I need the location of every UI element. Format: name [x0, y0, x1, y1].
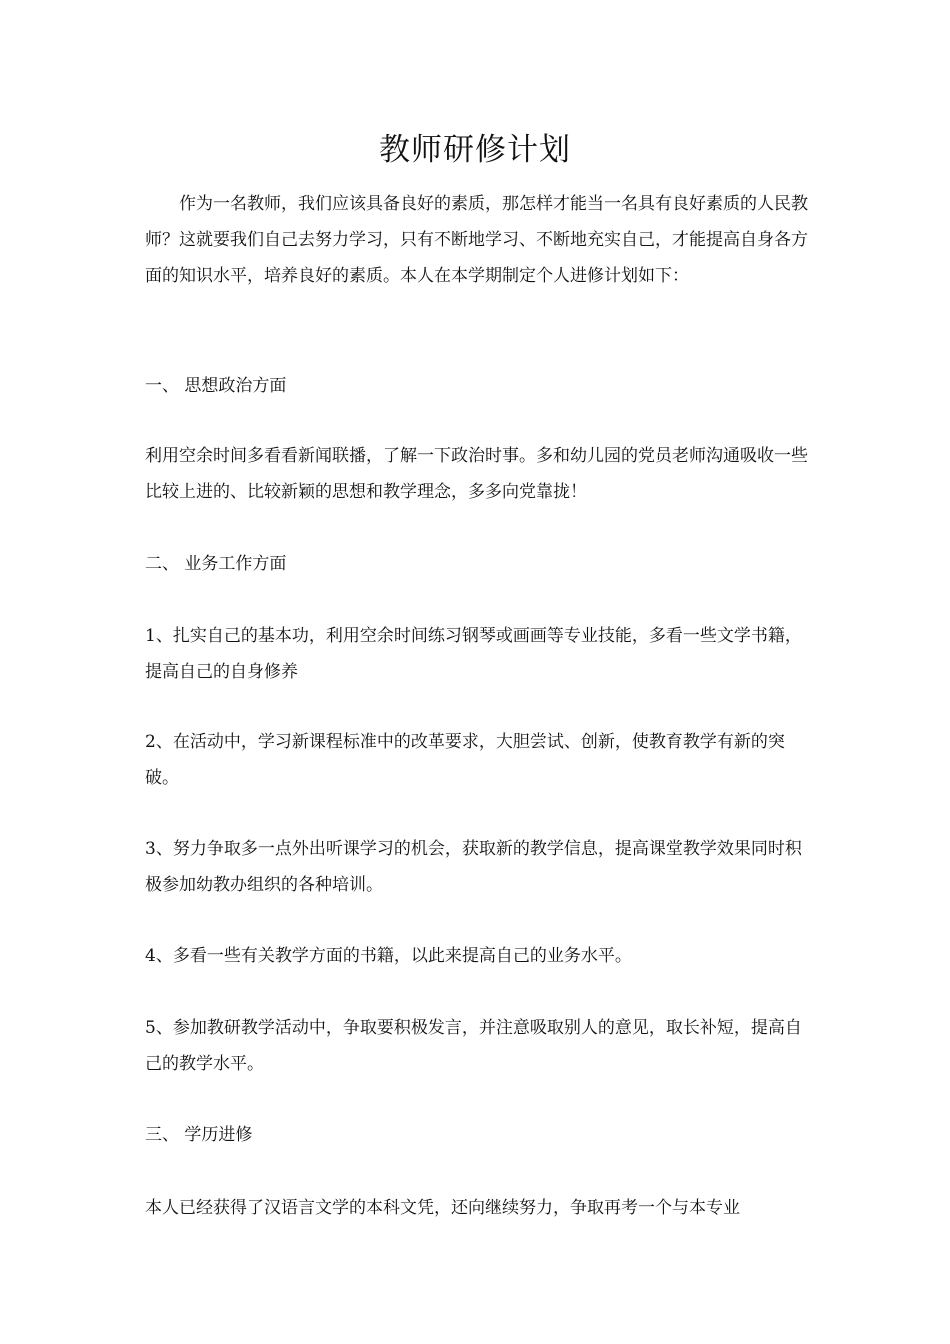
document-title: 教师研修计划: [379, 132, 571, 168]
section-education-paragraph: 本人已经获得了汉语言文学的本科文凭，还向继续努力，争取再考一个与本专业: [145, 1198, 740, 1218]
intro-paragraph: 作为一名教师，我们应该具备良好的素质，那怎样才能当一名具有良好素质的人民教师？这就要我们自己去努力学习，只有不断地学习、不断地充实自己，才能提高自身各方面的知识水平，培养良好的素质。本人在本学期制定个人进修计划如下：: [145, 194, 808, 286]
work-item-4: 4、多看一些有关教学方面的书籍，以此来提高自己的业务水平。: [145, 946, 632, 966]
work-item-1: 1、扎实自己的基本功，利用空余时间练习钢琴或画画等专业技能，多看一些文学书籍，提高自己的自身修养: [145, 626, 802, 682]
section-heading-education: 三、 学历进修: [145, 1125, 253, 1145]
section-politics-paragraph: 利用空余时间多看看新闻联播，了解一下政治时事。多和幼儿园的党员老师沟通吸收一些比较上进的、比较新颖的思想和教学理念，多多向党靠拢！: [145, 446, 808, 502]
work-item-2: 2、在活动中，学习新课程标准中的改革要求，大胆尝试、创新，使教育教学有新的突破。: [145, 732, 785, 788]
work-item-3: 3、努力争取多一点外出听课学习的机会，获取新的教学信息，提高课堂教学效果同时积极参加幼教办组织的各种培训。: [145, 839, 802, 895]
section-heading-work: 二、 业务工作方面: [145, 554, 287, 574]
work-item-5: 5、参加教研教学活动中，争取要积极发言，并注意吸取别人的意见，取长补短，提高自己的教学水平。: [145, 1018, 802, 1074]
section-heading-politics: 一、 思想政治方面: [145, 376, 287, 396]
